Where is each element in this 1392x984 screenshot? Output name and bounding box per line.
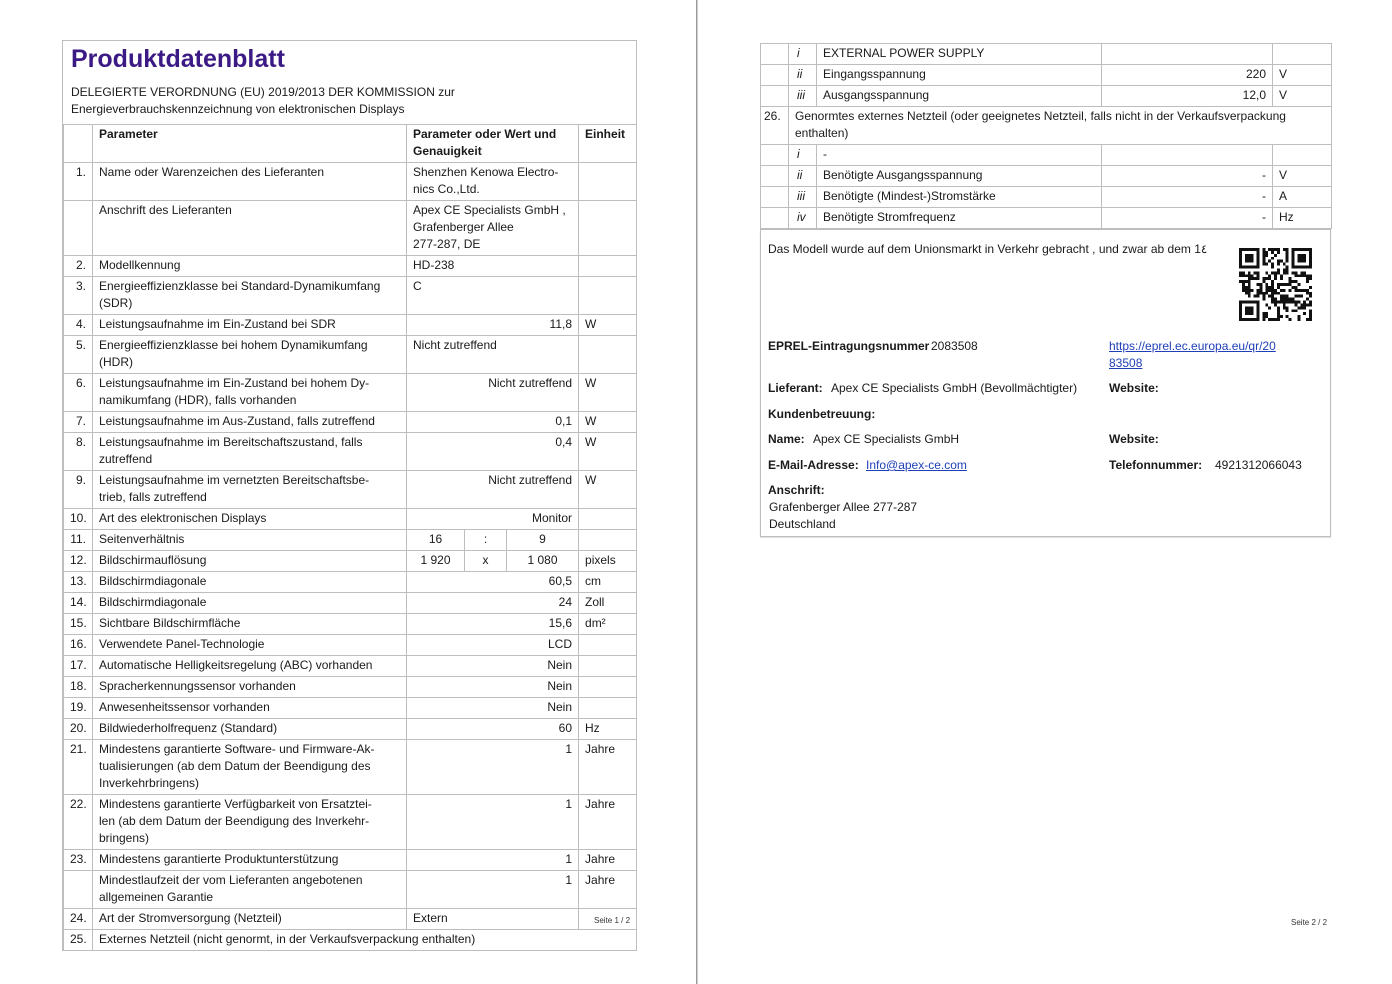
row-value-b: 9: [507, 530, 579, 551]
header-value-line-1: Parameter oder Wert und: [413, 127, 557, 141]
cell-line: len (ab dem Datum der Beendigung des Inverkehr-: [99, 814, 370, 828]
subtitle-line-1: DELEGIERTE VERORDNUNG (EU) 2019/2013 DER KOMMISSION zur: [71, 85, 455, 99]
blank-cell: [761, 44, 789, 65]
sub-label: Ausgangsspannung: [817, 86, 1102, 107]
row-parameter: [93, 336, 407, 374]
row-parameter: [93, 163, 407, 201]
eprel-label: EPREL-Eintragungsnummer: [768, 339, 930, 353]
cell-line: Energieeffizienzklasse bei Standard-Dynamikumfang: [99, 279, 381, 293]
row-parameter: [93, 201, 407, 256]
sub-index: ii: [789, 65, 817, 86]
row-value: [407, 719, 579, 740]
row-number: 3.: [64, 277, 93, 315]
cell-line: Mindestens garantierte Verfügbarkeit von Ersatztei-: [99, 797, 372, 811]
cell-line: Leistungsaufnahme im Aus-Zustand, falls zutreffend: [99, 414, 375, 428]
row-unit: [579, 635, 637, 656]
table-row: [64, 871, 637, 909]
sub-unit: A: [1273, 187, 1332, 208]
row-unit: [579, 677, 637, 698]
table-row: [64, 163, 637, 201]
row-unit: [579, 256, 637, 277]
row-parameter: [93, 677, 407, 698]
market-text: Das Modell wurde auf dem Unionsmarkt in Verkehr gebracht , und zwar ab dem 1٤: [768, 242, 1208, 256]
sub-value: 12,0: [1102, 86, 1273, 107]
supplier-value: Apex CE Specialists GmbH (Bevollmächtigter): [831, 381, 1078, 395]
row-unit: Hz: [579, 719, 637, 740]
row-unit: [579, 530, 637, 551]
row-parameter: [93, 698, 407, 719]
table-row: [64, 656, 637, 677]
row-value: [407, 698, 579, 719]
row-number: 10.: [64, 509, 93, 530]
blank-cell: [761, 166, 789, 187]
row-number: 26.: [761, 107, 789, 145]
table-row: [64, 315, 637, 336]
address-line-2: Deutschland: [769, 517, 836, 531]
sub-value: -: [1102, 187, 1273, 208]
row-number: 19.: [64, 698, 93, 719]
row-parameter: [93, 656, 407, 677]
row-value-sep: :: [465, 530, 507, 551]
row-parameter: [93, 412, 407, 433]
cell-line: trieb, falls zutreffend: [99, 490, 207, 504]
row-unit: W: [579, 412, 637, 433]
cell-line: Nein: [547, 679, 573, 693]
cell-line: 1: [565, 852, 573, 866]
sub-row: [761, 187, 1332, 208]
header-no-cell: [64, 125, 93, 163]
sub-row: [761, 65, 1332, 86]
sub-row: [761, 86, 1332, 107]
row-unit: [579, 163, 637, 201]
row-parameter: [93, 509, 407, 530]
cell-line: Inverkehrbringens): [99, 776, 200, 790]
table-row: [64, 572, 637, 593]
table-row: [64, 698, 637, 719]
cell-line: Leistungsaufnahme im Bereitschaftszustand, falls: [99, 435, 363, 449]
row-value: [407, 635, 579, 656]
cell-line: Automatische Helligkeitsregelung (ABC) vorhanden: [99, 658, 373, 672]
row-value: [407, 509, 579, 530]
email-link[interactable]: Info@apex-ce.com: [866, 458, 967, 472]
table-row: [64, 635, 637, 656]
row-number: 16.: [64, 635, 93, 656]
row-number: 11.: [64, 530, 93, 551]
parameter-table: [63, 124, 637, 951]
cell-line: Name oder Warenzeichen des Lieferanten: [99, 165, 325, 179]
row-number: 22.: [64, 795, 93, 850]
cell-line: (SDR): [99, 296, 133, 310]
sub-value: -: [1102, 208, 1273, 229]
row-number: 24.: [64, 909, 93, 930]
sub-value: [1102, 44, 1273, 65]
cell-line: Mindestlaufzeit der vom Lieferanten angebotenen: [99, 873, 363, 887]
cell-line: bringens): [99, 831, 150, 845]
cell-line: Nein: [547, 700, 573, 714]
cell-line: tualisierungen (ab dem Datum der Beendigung des: [99, 759, 371, 773]
table-row: [64, 374, 637, 412]
cell-line: 60,5: [548, 574, 573, 588]
row-number: 25.: [64, 930, 93, 951]
cell-line: Art der Stromversorgung (Netzteil): [99, 911, 282, 925]
row-parameter: [93, 277, 407, 315]
cell-line: Mindestens garantierte Software- und Firmware-Ak-: [99, 742, 375, 756]
row-unit: dm²: [579, 614, 637, 635]
row-value: [407, 163, 579, 201]
table-row: [64, 593, 637, 614]
row-number: 18.: [64, 677, 93, 698]
table-row: [64, 256, 637, 277]
row-number: 23.: [64, 850, 93, 871]
row-parameter: Bildschirmauflösung: [93, 551, 407, 572]
row-value: [407, 256, 579, 277]
subtitle-line-2: Energieverbrauchskennzeichnung von elektronischen Displays: [71, 102, 405, 116]
phone-label: Telefonnummer:: [1109, 458, 1203, 472]
blank-cell: [761, 208, 789, 229]
row-value: [407, 593, 579, 614]
row-value: [407, 277, 579, 315]
row-26-text: [789, 107, 1332, 145]
address-label: Anschrift:: [768, 483, 825, 497]
table-row: [64, 677, 637, 698]
row-unit: Zoll: [579, 593, 637, 614]
row-number: [64, 871, 93, 909]
row-number: 12.: [64, 551, 93, 572]
cell-line: 60: [558, 721, 573, 735]
row-unit: Jahre: [579, 795, 637, 850]
email-label: E-Mail-Adresse:: [768, 458, 859, 472]
cell-line: allgemeinen Garantie: [99, 890, 214, 904]
website-label: Website:: [1109, 381, 1159, 395]
row-unit: Jahre: [579, 850, 637, 871]
cell-line: Bildschirmdiagonale: [99, 574, 207, 588]
support-label: Kundenbetreuung:: [768, 407, 876, 421]
row-parameter: [93, 850, 407, 871]
qr-code-icon: [1239, 248, 1312, 321]
page-footer: Seite 1 / 2: [594, 916, 631, 925]
blank-cell: [761, 65, 789, 86]
header-parameter: Parameter: [93, 125, 407, 163]
table-row: [64, 740, 637, 795]
table-row: [64, 551, 637, 572]
cell-line: Spracherkennungssensor vorhanden: [99, 679, 296, 693]
sub-index: iii: [789, 86, 817, 107]
sub-label: Eingangsspannung: [817, 65, 1102, 86]
sub-index: i: [789, 44, 817, 65]
row-value: [407, 201, 579, 256]
cell-line: nics Co.,Ltd.: [413, 182, 480, 196]
row-number: 21.: [64, 740, 93, 795]
row-value: [407, 315, 579, 336]
row-value-sep: x: [465, 551, 507, 572]
sub-row: [761, 208, 1332, 229]
row-parameter: [93, 433, 407, 471]
cell-line: Nein: [547, 658, 573, 672]
cell-line: Extern: [413, 911, 448, 925]
row-parameter: Externes Netzteil (nicht genormt, in der Verkaufsverpackung enthalten): [93, 930, 637, 951]
sub-index: iii: [789, 187, 817, 208]
eprel-link[interactable]: https://eprel.ec.europa.eu/qr/20: [1109, 339, 1276, 353]
row-parameter: [93, 719, 407, 740]
sub-index: i: [789, 145, 817, 166]
cell-line: Nicht zutreffend: [488, 473, 573, 487]
cell-line: C: [413, 279, 422, 293]
website2-label: Website:: [1109, 432, 1159, 446]
cell-line: 1: [565, 873, 573, 887]
power-supply-table: [760, 43, 1332, 229]
row-parameter: [93, 572, 407, 593]
table-row-25: [64, 930, 637, 951]
row-26: [761, 107, 1332, 145]
row-number: 17.: [64, 656, 93, 677]
row-value: [407, 740, 579, 795]
cell-line: HD-238: [413, 258, 455, 272]
cell-line: Verwendete Panel-Technologie: [99, 637, 265, 651]
header-value: [407, 125, 579, 163]
sub-index: ii: [789, 166, 817, 187]
row-unit: W: [579, 315, 637, 336]
row-unit: [579, 509, 637, 530]
name-label: Name:: [768, 432, 805, 446]
row-value: [407, 871, 579, 909]
row-number: 14.: [64, 593, 93, 614]
row-unit: [579, 277, 637, 315]
cell-line: Leistungsaufnahme im Ein-Zustand bei SDR: [99, 317, 336, 331]
sub-unit: Hz: [1273, 208, 1332, 229]
row-value: [407, 471, 579, 509]
row-parameter: [93, 909, 407, 930]
name-value: Apex CE Specialists GmbH: [813, 432, 960, 446]
row-number: 13.: [64, 572, 93, 593]
row-26-line-1: Genormtes externes Netzteil (oder geeignetes Netzteil, falls nicht in der Verkaufsverpackung: [795, 109, 1286, 123]
table-row: [64, 336, 637, 374]
row-unit: cm: [579, 572, 637, 593]
cell-line: Bildwiederholfrequenz (Standard): [99, 721, 278, 735]
sub-value: -: [1102, 166, 1273, 187]
cell-line: Shenzhen Kenowa Electro-: [413, 165, 559, 179]
row-number: [64, 201, 93, 256]
table-row: [64, 719, 637, 740]
row-number: 7.: [64, 412, 93, 433]
table-row: [64, 530, 637, 551]
row-value: [407, 677, 579, 698]
row-number: 5.: [64, 336, 93, 374]
row-value-a: 16: [407, 530, 465, 551]
row-value: [407, 656, 579, 677]
row-parameter: [93, 635, 407, 656]
row-parameter: [93, 471, 407, 509]
row-parameter: [93, 614, 407, 635]
cell-line: 1: [565, 742, 573, 756]
row-number: 15.: [64, 614, 93, 635]
cell-line: LCD: [548, 637, 573, 651]
page-title: Produktdatenblatt: [71, 45, 285, 73]
cell-line: Anwesenheitssensor vorhanden: [99, 700, 270, 714]
row-unit: [579, 336, 637, 374]
datasheet-frame: [62, 40, 637, 951]
cell-line: Modellkennung: [99, 258, 181, 272]
row-number: 20.: [64, 719, 93, 740]
sub-row: [761, 44, 1332, 65]
table-header-row: [64, 125, 637, 163]
cell-line: 277-287, DE: [413, 237, 481, 251]
cell-line: 1: [565, 797, 573, 811]
sub-row: [761, 166, 1332, 187]
row-number: 8.: [64, 433, 93, 471]
cell-line: 11,8: [549, 317, 573, 331]
row-value: [407, 614, 579, 635]
cell-line: (HDR): [99, 355, 133, 369]
sub-label: Benötigte (Mindest-)Stromstärke: [817, 187, 1102, 208]
row-value: [407, 795, 579, 850]
cell-line: Nicht zutreffend: [488, 376, 573, 390]
table-row: [64, 412, 637, 433]
row-unit: W: [579, 433, 637, 471]
table-row: [64, 277, 637, 315]
row-unit: W: [579, 471, 637, 509]
cell-line: Energieeffizienzklasse bei hohem Dynamikumfang: [99, 338, 368, 352]
cell-line: 0,1: [555, 414, 573, 428]
eprel-number: 2083508: [931, 339, 978, 353]
blank-cell: [761, 187, 789, 208]
sub-label: -: [817, 145, 1102, 166]
row-number: 2.: [64, 256, 93, 277]
supplier-label: Lieferant:: [768, 381, 823, 395]
cell-line: Grafenberger Allee: [413, 220, 514, 234]
eprel-link-continued[interactable]: 83508: [1109, 356, 1143, 370]
cell-line: Anschrift des Lieferanten: [99, 203, 232, 217]
sub-label: Benötigte Ausgangsspannung: [817, 166, 1102, 187]
row-value-a: 1 920: [407, 551, 465, 572]
cell-line: namikumfang (HDR), falls vorhanden: [99, 393, 297, 407]
sub-unit: V: [1273, 86, 1332, 107]
header-value-line-2: Genauigkeit: [413, 144, 482, 158]
page-2: [697, 0, 1392, 984]
row-value-b: 1 080: [507, 551, 579, 572]
row-unit: pixels: [579, 551, 637, 572]
row-unit: Jahre: [579, 740, 637, 795]
row-parameter: [93, 256, 407, 277]
row-parameter: [93, 795, 407, 850]
subtitle: [63, 74, 636, 124]
row-unit: [579, 201, 637, 256]
row-number: 9.: [64, 471, 93, 509]
table-row: [64, 795, 637, 850]
row-value: [407, 433, 579, 471]
header-unit: Einheit: [579, 125, 637, 163]
row-value: [407, 336, 579, 374]
row-unit: [579, 698, 637, 719]
table-row: [64, 471, 637, 509]
blank-cell: [761, 86, 789, 107]
cell-line: zutreffend: [99, 452, 153, 466]
sub-unit: V: [1273, 166, 1332, 187]
sub-index: iv: [789, 208, 817, 229]
row-parameter: [93, 871, 407, 909]
table-row: [64, 201, 637, 256]
row-parameter: [93, 593, 407, 614]
cell-line: Leistungsaufnahme im vernetzten Bereitschaftsbe-: [99, 473, 370, 487]
sub-label: EXTERNAL POWER SUPPLY: [817, 44, 1102, 65]
row-parameter: Seitenverhältnis: [93, 530, 407, 551]
row-parameter: [93, 740, 407, 795]
sub-unit: [1273, 44, 1332, 65]
row-value: [407, 572, 579, 593]
sub-row: [761, 145, 1332, 166]
row-unit: Jahre: [579, 871, 637, 909]
address-line-1: Grafenberger Allee 277-287: [769, 500, 918, 514]
cell-line: Leistungsaufnahme im Ein-Zustand bei hohem Dy-: [99, 376, 370, 390]
row-value: [407, 412, 579, 433]
cell-line: Sichtbare Bildschirmfläche: [99, 616, 241, 630]
table-row: [64, 614, 637, 635]
cell-line: Bildschirmdiagonale: [99, 595, 207, 609]
cell-line: Nicht zutreffend: [413, 338, 497, 352]
row-number: 1.: [64, 163, 93, 201]
blank-cell: [761, 145, 789, 166]
row-unit: [579, 656, 637, 677]
cell-line: Mindestens garantierte Produktunterstützung: [99, 852, 339, 866]
sub-value: 220: [1102, 65, 1273, 86]
sub-unit: V: [1273, 65, 1332, 86]
cell-line: Art des elektronischen Displays: [99, 511, 267, 525]
row-value: [407, 850, 579, 871]
table-row: [64, 433, 637, 471]
cell-line: Monitor: [532, 511, 573, 525]
table-row: [64, 509, 637, 530]
sub-unit: [1273, 145, 1332, 166]
sub-value: [1102, 145, 1273, 166]
eprel-info-box: [760, 229, 1331, 537]
cell-line: 15,6: [548, 616, 573, 630]
row-value: [407, 909, 579, 930]
cell-line: 24: [558, 595, 573, 609]
sub-label: Benötigte Stromfrequenz: [817, 208, 1102, 229]
row-parameter: [93, 315, 407, 336]
table-row: [64, 850, 637, 871]
row-unit: W: [579, 374, 637, 412]
row-number: 6.: [64, 374, 93, 412]
row-value: [407, 374, 579, 412]
page-footer-2: Seite 2 / 2: [1291, 918, 1328, 927]
row-26-line-2: enthalten): [795, 126, 849, 140]
row-parameter: [93, 374, 407, 412]
cell-line: 0,4: [555, 435, 573, 449]
table-row: [64, 909, 637, 930]
phone-value: 4921312066043: [1215, 458, 1302, 472]
cell-line: Apex CE Specialists GmbH ,: [413, 203, 566, 217]
row-number: 4.: [64, 315, 93, 336]
